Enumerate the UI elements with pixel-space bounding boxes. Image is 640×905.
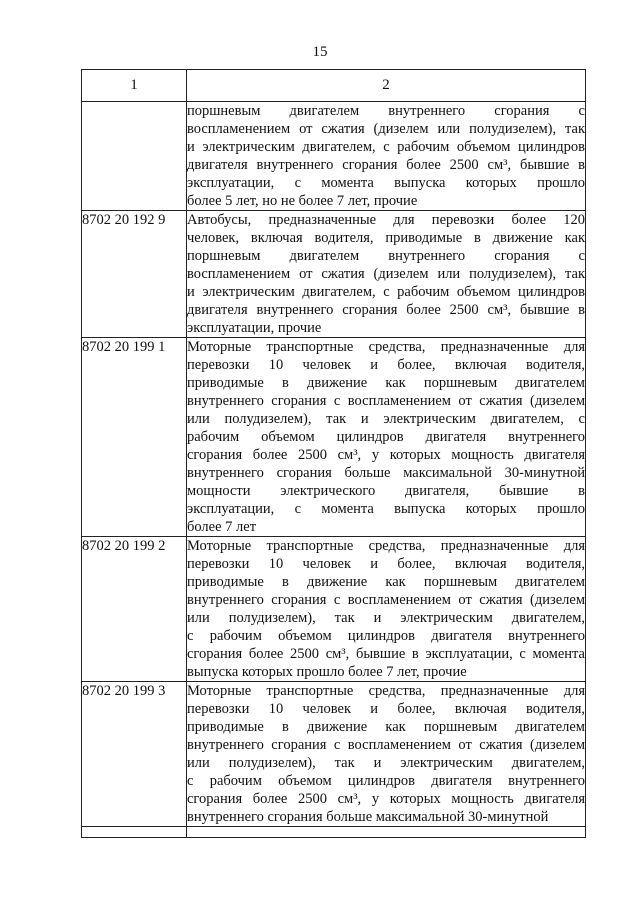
description-line: внутреннего сгорания больше максимальной 30-минутной: [187, 809, 549, 825]
description-line: Автобусы, предназначенные для перевозки более 120: [187, 212, 585, 228]
description-line: сгорания более 2500 см³, бывшие в эксплуатации, с момента: [187, 646, 585, 662]
table-row: [82, 338, 586, 537]
row-code: 8702 20 199 3: [82, 682, 187, 827]
description-line: мощности электрического двигателя, бывшие в: [187, 483, 585, 499]
description-line: воспламенением от сжатия (дизелем или полудизелем), так: [187, 121, 585, 137]
description-line: и электрическим двигателем, с рабочим объемом цилиндров: [187, 284, 585, 300]
description-line: человек, включая водителя, приводимые в движение как: [187, 230, 585, 246]
description-line: приводимые в движение как поршневым двигателем: [187, 719, 585, 735]
table-row: [82, 537, 586, 682]
description-line: эксплуатации, с момента выпуска которых прошло: [187, 501, 585, 517]
description-line: перевозки 10 человек и более, включая водителя,: [187, 556, 585, 572]
description-line: или полудизелем), так и электрическим двигателем, с: [187, 411, 585, 427]
description-line: эксплуатации, прочие: [187, 320, 322, 336]
row-description: [187, 211, 586, 338]
description-line: поршневым двигателем внутреннего сгорания с: [187, 103, 585, 119]
description-line: с рабочим объемом цилиндров двигателя внутреннего: [187, 628, 585, 644]
description-line: внутреннего сгорания с воспламенением от сжатия (дизелем: [187, 592, 585, 608]
table-row: [82, 682, 586, 827]
row-code: 8702 20 199 2: [82, 537, 187, 682]
description-line: перевозки 10 человек и более, включая водителя,: [187, 357, 585, 373]
description-line: с рабочим объемом цилиндров двигателя внутреннего: [187, 773, 585, 789]
row-description: [187, 537, 586, 682]
description-line: поршневым двигателем внутреннего сгорания с: [187, 248, 585, 264]
row-code: [82, 102, 187, 211]
table-continuation-row: [82, 827, 586, 838]
column-header-description: 2: [187, 70, 586, 102]
description-line: Моторные транспортные средства, предназначенные для: [187, 339, 585, 355]
table-header-row: [82, 70, 586, 102]
description-line: или полудизелем), так и электрическим двигателем,: [187, 610, 585, 626]
row-code: 8702 20 199 1: [82, 338, 187, 537]
description-line: внутреннего сгорания с воспламенением от сжатия (дизелем: [187, 737, 585, 753]
row-code: 8702 20 192 9: [82, 211, 187, 338]
description-line: рабочим объемом цилиндров двигателя внутреннего: [187, 429, 585, 445]
description-line: сгорания более 2500 см³, у которых мощность двигателя: [187, 447, 585, 463]
continuation-cell: [187, 827, 586, 838]
description-line: перевозки 10 человек и более, включая водителя,: [187, 701, 585, 717]
page-number: 15: [312, 44, 328, 60]
table-row: [82, 102, 586, 211]
description-line: или полудизелем), так и электрическим двигателем,: [187, 755, 585, 771]
description-line: эксплуатации, с момента выпуска которых прошло: [187, 175, 585, 191]
description-line: приводимые в движение как поршневым двигателем: [187, 574, 585, 590]
description-line: воспламенением от сжатия (дизелем или полудизелем), так: [187, 266, 585, 282]
description-line: двигателя внутреннего сгорания более 2500 см³, бывшие в: [187, 157, 585, 173]
description-line: сгорания более 2500 см³, у которых мощность двигателя: [187, 791, 585, 807]
row-description: [187, 102, 586, 211]
description-line: и электрическим двигателем, с рабочим объемом цилиндров: [187, 139, 585, 155]
description-line: двигателя внутреннего сгорания более 2500 см³, бывшие в: [187, 302, 585, 318]
description-line: Моторные транспортные средства, предназначенные для: [187, 538, 585, 554]
row-description: [187, 338, 586, 537]
description-line: Моторные транспортные средства, предназначенные для: [187, 683, 585, 699]
description-line: внутреннего сгорания больше максимальной 30-минутной: [187, 465, 585, 481]
description-line: приводимые в движение как поршневым двигателем: [187, 375, 585, 391]
column-header-code: 1: [82, 70, 187, 102]
description-line: более 5 лет, но не более 7 лет, прочие: [187, 193, 418, 209]
description-line: выпуска которых прошло более 7 лет, прочие: [187, 664, 467, 680]
tariff-table: [81, 69, 586, 838]
table-row: [82, 211, 586, 338]
continuation-cell: [82, 827, 187, 838]
description-line: внутреннего сгорания с воспламенением от сжатия (дизелем: [187, 393, 585, 409]
description-line: более 7 лет: [187, 519, 257, 535]
row-description: [187, 682, 586, 827]
